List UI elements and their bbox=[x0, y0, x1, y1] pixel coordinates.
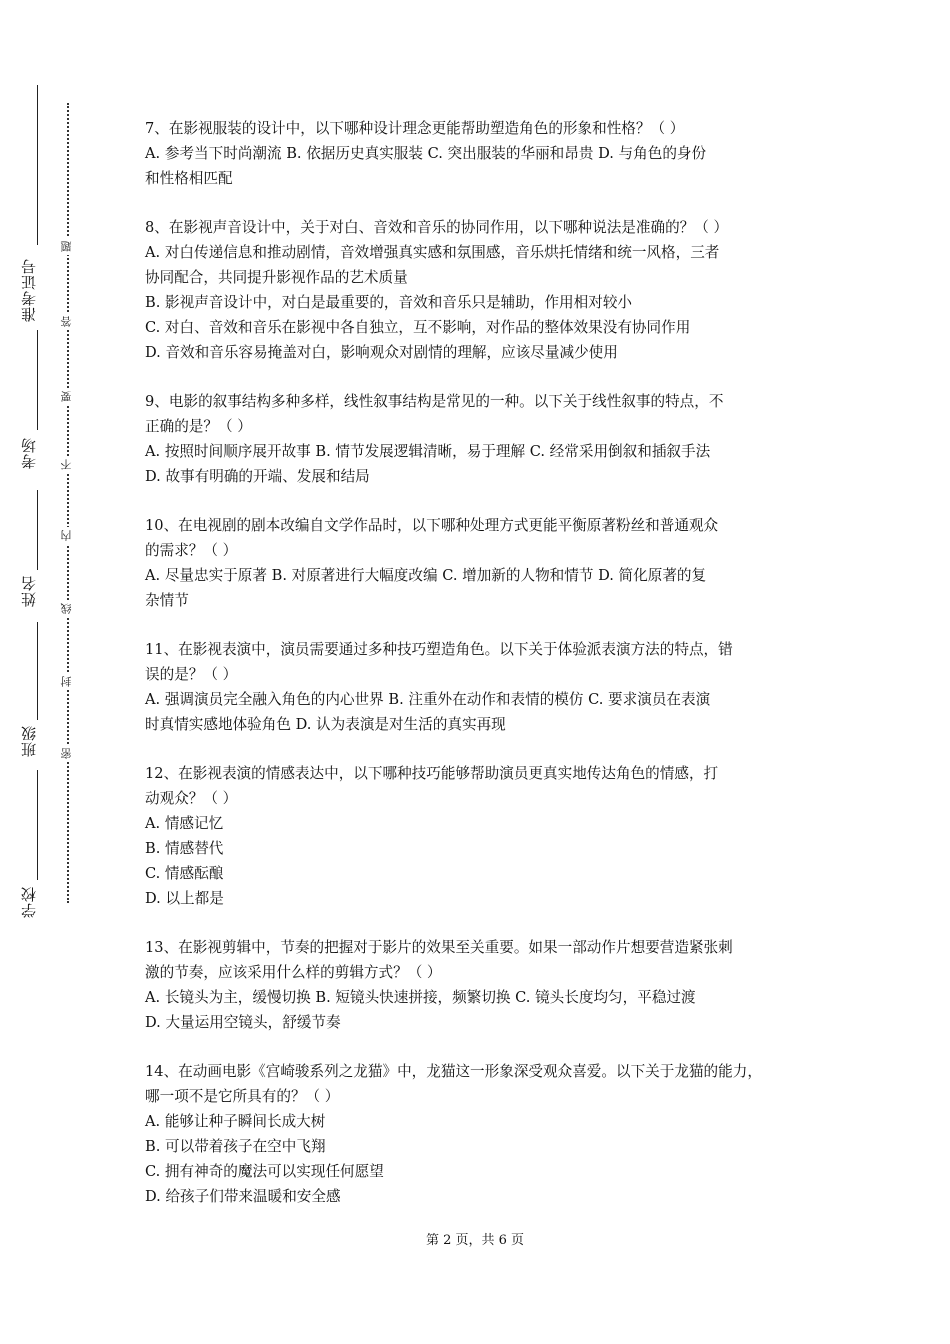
question-7 bbox=[145, 116, 825, 191]
question-8 bbox=[145, 215, 825, 365]
question-stem: 9、电影的叙事结构多种多样，线性叙事结构是常见的一种。以下关于线性叙事的特点，不 bbox=[145, 393, 724, 410]
question-stem: 的需求？（ ） bbox=[145, 542, 238, 559]
question-option: 时真情实感地体验角色 D. 认为表演是对生活的真实再现 bbox=[145, 716, 506, 733]
question-10 bbox=[145, 513, 825, 613]
seal-char: 封 bbox=[61, 673, 73, 690]
question-list bbox=[145, 116, 825, 1233]
question-stem: 13、在影视剪辑中，节奏的把握对于影片的效果至关重要。如果一部动作片想要营造紧张刺 bbox=[145, 939, 733, 956]
question-option: A. 参考当下时尚潮流 B. 依据历史真实服装 C. 突出服装的华丽和昂贵 D. 与角色的身份 bbox=[145, 145, 707, 162]
question-stem: 正确的是？（ ） bbox=[145, 418, 252, 435]
field-class: 班级 bbox=[20, 725, 38, 757]
question-option: D. 音效和音乐容易掩盖对白，影响观众对剧情的理解，应该尽量减少使用 bbox=[145, 344, 618, 361]
question-stem: 哪一项不是它所具有的？（ ） bbox=[145, 1088, 340, 1105]
question-option: A. 按照时间顺序展开故事 B. 情节发展逻辑清晰，易于理解 C. 经常采用倒叙和插叙手法 bbox=[145, 443, 711, 460]
question-stem: 10、在电视剧的剧本改编自文学作品时，以下哪种处理方式更能平衡原著粉丝和普通观众 bbox=[145, 517, 719, 534]
question-option: A. 尽量忠实于原著 B. 对原著进行大幅度改编 C. 增加新的人物和情节 D. 简化原著的复 bbox=[145, 567, 707, 584]
seal-char: 答 bbox=[61, 313, 73, 330]
question-stem: 14、在动画电影《宫崎骏系列之龙猫》中，龙猫这一形象深受观众喜爱。以下关于龙猫的能力， bbox=[145, 1063, 762, 1080]
question-option: A. 长镜头为主，缓慢切换 B. 短镜头快速拼接，频繁切换 C. 镜头长度均匀，平稳过渡 bbox=[145, 989, 696, 1006]
question-option: D. 以上都是 bbox=[145, 890, 224, 907]
binding-line bbox=[37, 622, 38, 720]
question-option: C. 拥有神奇的魔法可以实现任何愿望 bbox=[145, 1163, 384, 1180]
question-option: 协同配合，共同提升影视作品的艺术质量 bbox=[145, 269, 408, 286]
question-stem: 动观众？（ ） bbox=[145, 790, 238, 807]
binding-line bbox=[37, 770, 38, 880]
question-option: 和性格相匹配 bbox=[145, 170, 233, 187]
question-stem: 误的是？（ ） bbox=[145, 666, 238, 683]
page-number: 第 2 页，共 6 页 bbox=[425, 1233, 525, 1248]
question-option: D. 故事有明确的开端、发展和结局 bbox=[145, 468, 370, 485]
question-option: D. 大量运用空镜头，舒缓节奏 bbox=[145, 1014, 341, 1031]
question-12 bbox=[145, 761, 825, 911]
question-stem: 7、在影视服装的设计中，以下哪种设计理念更能帮助塑造角色的形象和性格？（ ） bbox=[145, 120, 685, 137]
question-stem: 12、在影视表演的情感表达中，以下哪种技巧能够帮助演员更真实地传达角色的情感，打 bbox=[145, 765, 719, 782]
field-exam-number: 准考证号 bbox=[20, 258, 38, 322]
question-option: A. 对白传递信息和推动剧情，音效增强真实感和氛围感，音乐烘托情绪和统一风格，三者 bbox=[145, 244, 720, 261]
field-name: 姓名 bbox=[20, 575, 38, 607]
question-option: B. 情感替代 bbox=[145, 840, 224, 857]
binding-line bbox=[37, 85, 38, 245]
question-option: C. 情感酝酿 bbox=[145, 865, 224, 882]
question-option: A. 强调演员完全融入角色的内心世界 B. 注重外在动作和表情的模仿 C. 要求演员在表演 bbox=[145, 691, 711, 708]
question-11 bbox=[145, 637, 825, 737]
seal-char: 不 bbox=[61, 456, 73, 473]
question-stem: 激的节奏，应该采用什么样的剪辑方式？（ ） bbox=[145, 964, 442, 981]
question-option: B. 可以带着孩子在空中飞翔 bbox=[145, 1138, 326, 1155]
question-stem: 11、在影视表演中，演员需要通过多种技巧塑造角色。以下关于体验派表演方法的特点，错 bbox=[145, 641, 733, 658]
question-option: D. 给孩子们带来温暖和安全感 bbox=[145, 1188, 341, 1205]
question-13 bbox=[145, 935, 825, 1035]
field-school: 学校 bbox=[20, 886, 38, 918]
seal-char: 线 bbox=[61, 600, 73, 617]
seal-char: 题 bbox=[61, 238, 73, 255]
question-option: B. 影视声音设计中，对白是最重要的，音效和音乐只是辅助，作用相对较小 bbox=[145, 294, 633, 311]
question-option: 杂情节 bbox=[145, 592, 189, 609]
seal-char: 要 bbox=[61, 388, 73, 405]
seal-char: 内 bbox=[61, 527, 73, 544]
binding-margin bbox=[0, 0, 130, 1344]
question-stem: 8、在影视声音设计中，关于对白、音效和音乐的协同作用，以下哪种说法是准确的？（ ） bbox=[145, 219, 729, 236]
binding-line bbox=[37, 330, 38, 430]
binding-line bbox=[37, 490, 38, 570]
question-9 bbox=[145, 389, 825, 489]
seal-char: 密 bbox=[61, 745, 73, 762]
question-option: A. 能够让种子瞬间长成大树 bbox=[145, 1113, 326, 1130]
question-14 bbox=[145, 1059, 825, 1209]
seal-dotted-line bbox=[67, 103, 69, 903]
question-option: C. 对白、音效和音乐在影视中各自独立，互不影响，对作品的整体效果没有协同作用 bbox=[145, 319, 691, 336]
field-exam-room: 考场 bbox=[20, 437, 38, 469]
question-option: A. 情感记忆 bbox=[145, 815, 224, 832]
